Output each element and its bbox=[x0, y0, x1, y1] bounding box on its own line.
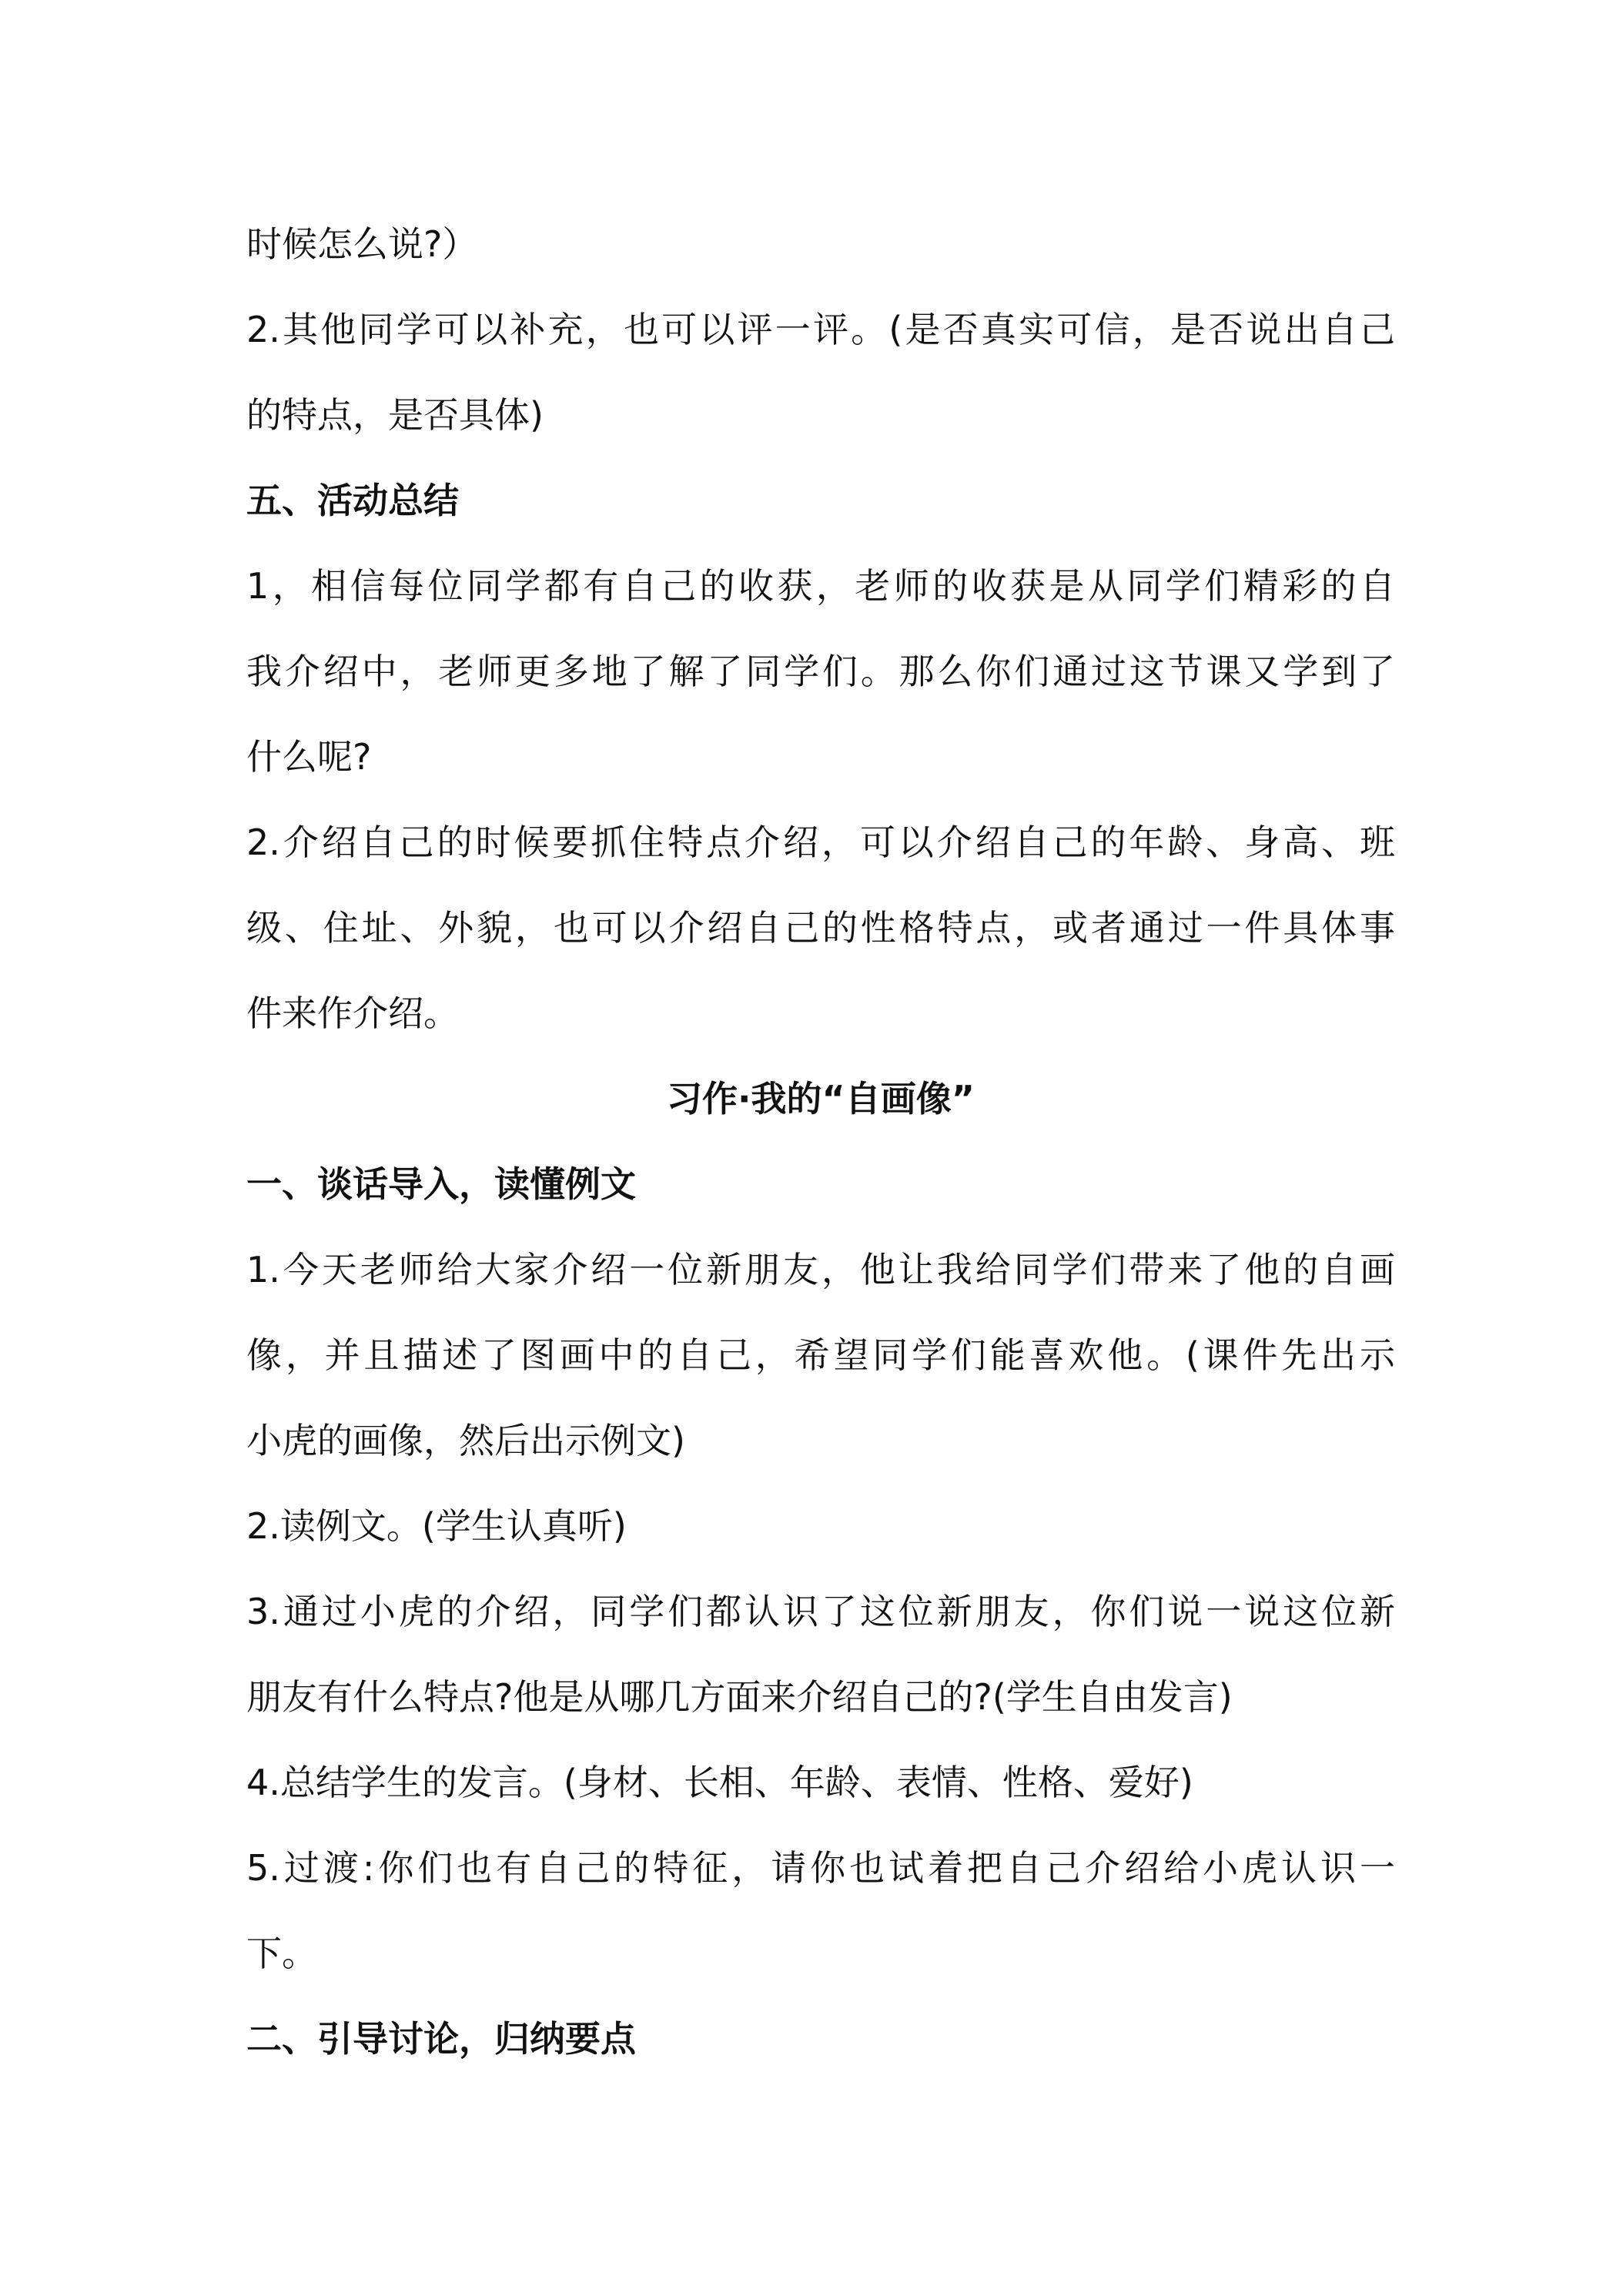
paragraph-line: 1，相信每位同学都有自己的收获，老师的收获是从同学们精彩的自 bbox=[246, 565, 1395, 607]
paragraph-line: 时候怎么说?） bbox=[246, 223, 478, 265]
paragraph-line: 我介绍中，老师更多地了解了同学们。那么你们通过这节课又学到了 bbox=[246, 651, 1395, 692]
paragraph-line: 2.其他同学可以补充，也可以评一评。(是否真实可信，是否说出自己 bbox=[246, 309, 1395, 350]
paragraph-line: 像，并且描述了图画中的自己，希望同学们能喜欢他。(课件先出示 bbox=[246, 1334, 1395, 1376]
paragraph-line: 什么呢? bbox=[246, 736, 372, 778]
lesson-title: 习作·我的“自画像” bbox=[667, 1078, 975, 1120]
paragraph-line: 下。 bbox=[246, 1933, 317, 1974]
paragraph-line: 级、住址、外貌，也可以介绍自己的性格特点，或者通过一件具体事 bbox=[246, 907, 1395, 949]
paragraph-line: 5.过渡:你们也有自己的特征，请你也试着把自己介绍给小虎认识一 bbox=[246, 1847, 1395, 1889]
paragraph-line: 4.总结学生的发言。(身材、长相、年龄、表情、性格、爱好) bbox=[246, 1762, 1193, 1803]
section-heading-discussion: 二、引导讨论，归纳要点 bbox=[246, 2018, 636, 2060]
paragraph-line: 2.读例文。(学生认真听) bbox=[246, 1505, 627, 1547]
paragraph-line: 1.今天老师给大家介绍一位新朋友，他让我给同学们带来了他的自画 bbox=[246, 1249, 1395, 1290]
paragraph-line: 2.介绍自己的时候要抓住特点介绍，可以介绍自己的年龄、身高、班 bbox=[246, 822, 1395, 863]
paragraph-line: 的特点，是否具体) bbox=[246, 394, 544, 436]
paragraph-line: 3.通过小虎的介绍，同学们都认识了这位新朋友，你们说一说这位新 bbox=[246, 1591, 1395, 1632]
paragraph-line: 小虎的画像，然后出示例文) bbox=[246, 1420, 685, 1461]
paragraph-line: 朋友有什么特点?他是从哪几方面来介绍自己的?(学生自由发言) bbox=[246, 1676, 1233, 1718]
section-heading-summary: 五、活动总结 bbox=[246, 480, 459, 521]
paragraph-line: 件来作介绍。 bbox=[246, 992, 459, 1034]
section-heading-intro: 一、谈话导入，读懂例文 bbox=[246, 1163, 636, 1205]
document-body bbox=[246, 202, 1395, 2082]
